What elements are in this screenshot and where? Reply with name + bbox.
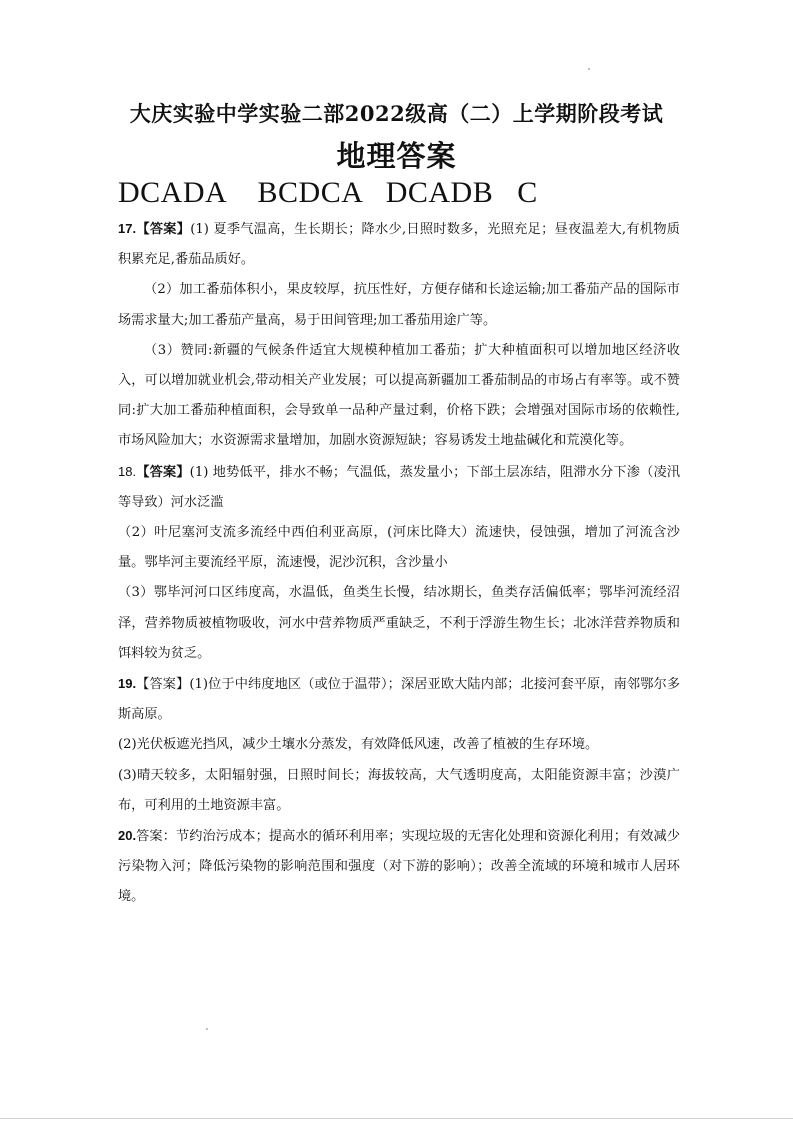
q18-part2: （2）叶尼塞河支流多流经中西伯利亚高原，(河床比降大）流速快，侵蚀强，增加了河流含沙量。鄂毕河主要流经平原，流速慢，泥沙沉积，含沙量小 [118, 525, 680, 571]
q20-answer-tag: 答案： [136, 829, 176, 845]
q19-part1-text: (1)位于中纬度地区（或位于温带）；深居亚欧大陆内部；北接河套平原，南邻鄂尔多斯高原。 [118, 677, 681, 723]
q17-part1-text: (1) 夏季气温高，生长期长；降水少,日照时数多，光照充足；昼夜温差大,有机物质积累充足,番茄品质好。 [118, 222, 680, 268]
answer-body [118, 214, 680, 913]
q18-part1 [118, 457, 680, 518]
q19-part2: (2)光伏板遮光挡风，减少土壤水分蒸发，有效降低风速，改善了植被的生存环境。 [118, 737, 599, 753]
exam-title: 大庆实验中学实验二部2022级高（二）上学期阶段考试 [129, 101, 664, 126]
q17-answer-tag: 【答案】 [136, 222, 191, 237]
subject-title: 地理答案 [336, 139, 457, 173]
q19-answer-tag: 【答案】 [136, 677, 190, 693]
q20-part1 [118, 821, 680, 913]
q19-number: 19. [118, 676, 137, 692]
q17-number: 17. [118, 221, 137, 236]
q17-part1 [118, 214, 680, 275]
page-bottom-edge [0, 1118, 793, 1119]
q20-part1-text: 节约治污成本；提高水的循环利用率；实现垃圾的无害化处理和资源化利用；有效减少污染物入河；降低污染物的影响范围和强度（对下游的影响）；改善全流域的环境和城市人居环境。 [118, 829, 681, 905]
q20-number: 20. [118, 828, 137, 844]
q17-part3: （3）赞同:新疆的气候条件适宜大规模种植加工番茄；扩大种植面积可以增加地区经济收入，可以增加就业机会,带动相关产业发展；可以提高新疆加工番茄制品的市场占有率等。或不赞同:扩大加工番茄种植面积，会导致单一品种产量过剩，价格下跌；会增强对国际市场的依赖性,市场风险加大；水资源需求量增加，加剧水资源短缺；容易诱发土地盐碱化和荒漠化等。 [118, 342, 680, 449]
q17-part2: （2）加工番茄体积小，果皮较厚，抗压性好，方便存储和长途运输;加工番茄产品的国际市场需求量大;加工番茄产量高，易于田间管理;加工番茄用途广等。 [118, 282, 680, 328]
q18-part3: （3）鄂毕河河口区纬度高，水温低，鱼类生长慢，结冰期长，鱼类存活偏低率；鄂毕河流经沼泽，营养物质被植物吸收，河水中营养物质严重缺乏，不利于浮游生物生长；北冰洋营养物质和饵料较为贫乏。 [118, 585, 680, 661]
multiple-choice-answers: DCADA BCDCA DCADB C [118, 176, 538, 209]
scan-speck [206, 1028, 208, 1030]
q18-part1-text: (1) 地势低平，排水不畅；气温低，蒸发量小；下部土层冻结，阻滞水分下渗（凌汛等导致）河水泛滥 [118, 464, 680, 510]
scan-speck [588, 68, 590, 70]
q18-answer-tag: 【答案】 [136, 464, 190, 480]
q18-number: 18. [118, 463, 137, 479]
q19-part1 [118, 669, 680, 730]
q19-part3: (3)晴天较多，太阳辐射强，日照时间长；海拔较高，大气透明度高，太阳能资源丰富；沙漠广布，可利用的土地资源丰富。 [118, 767, 680, 813]
